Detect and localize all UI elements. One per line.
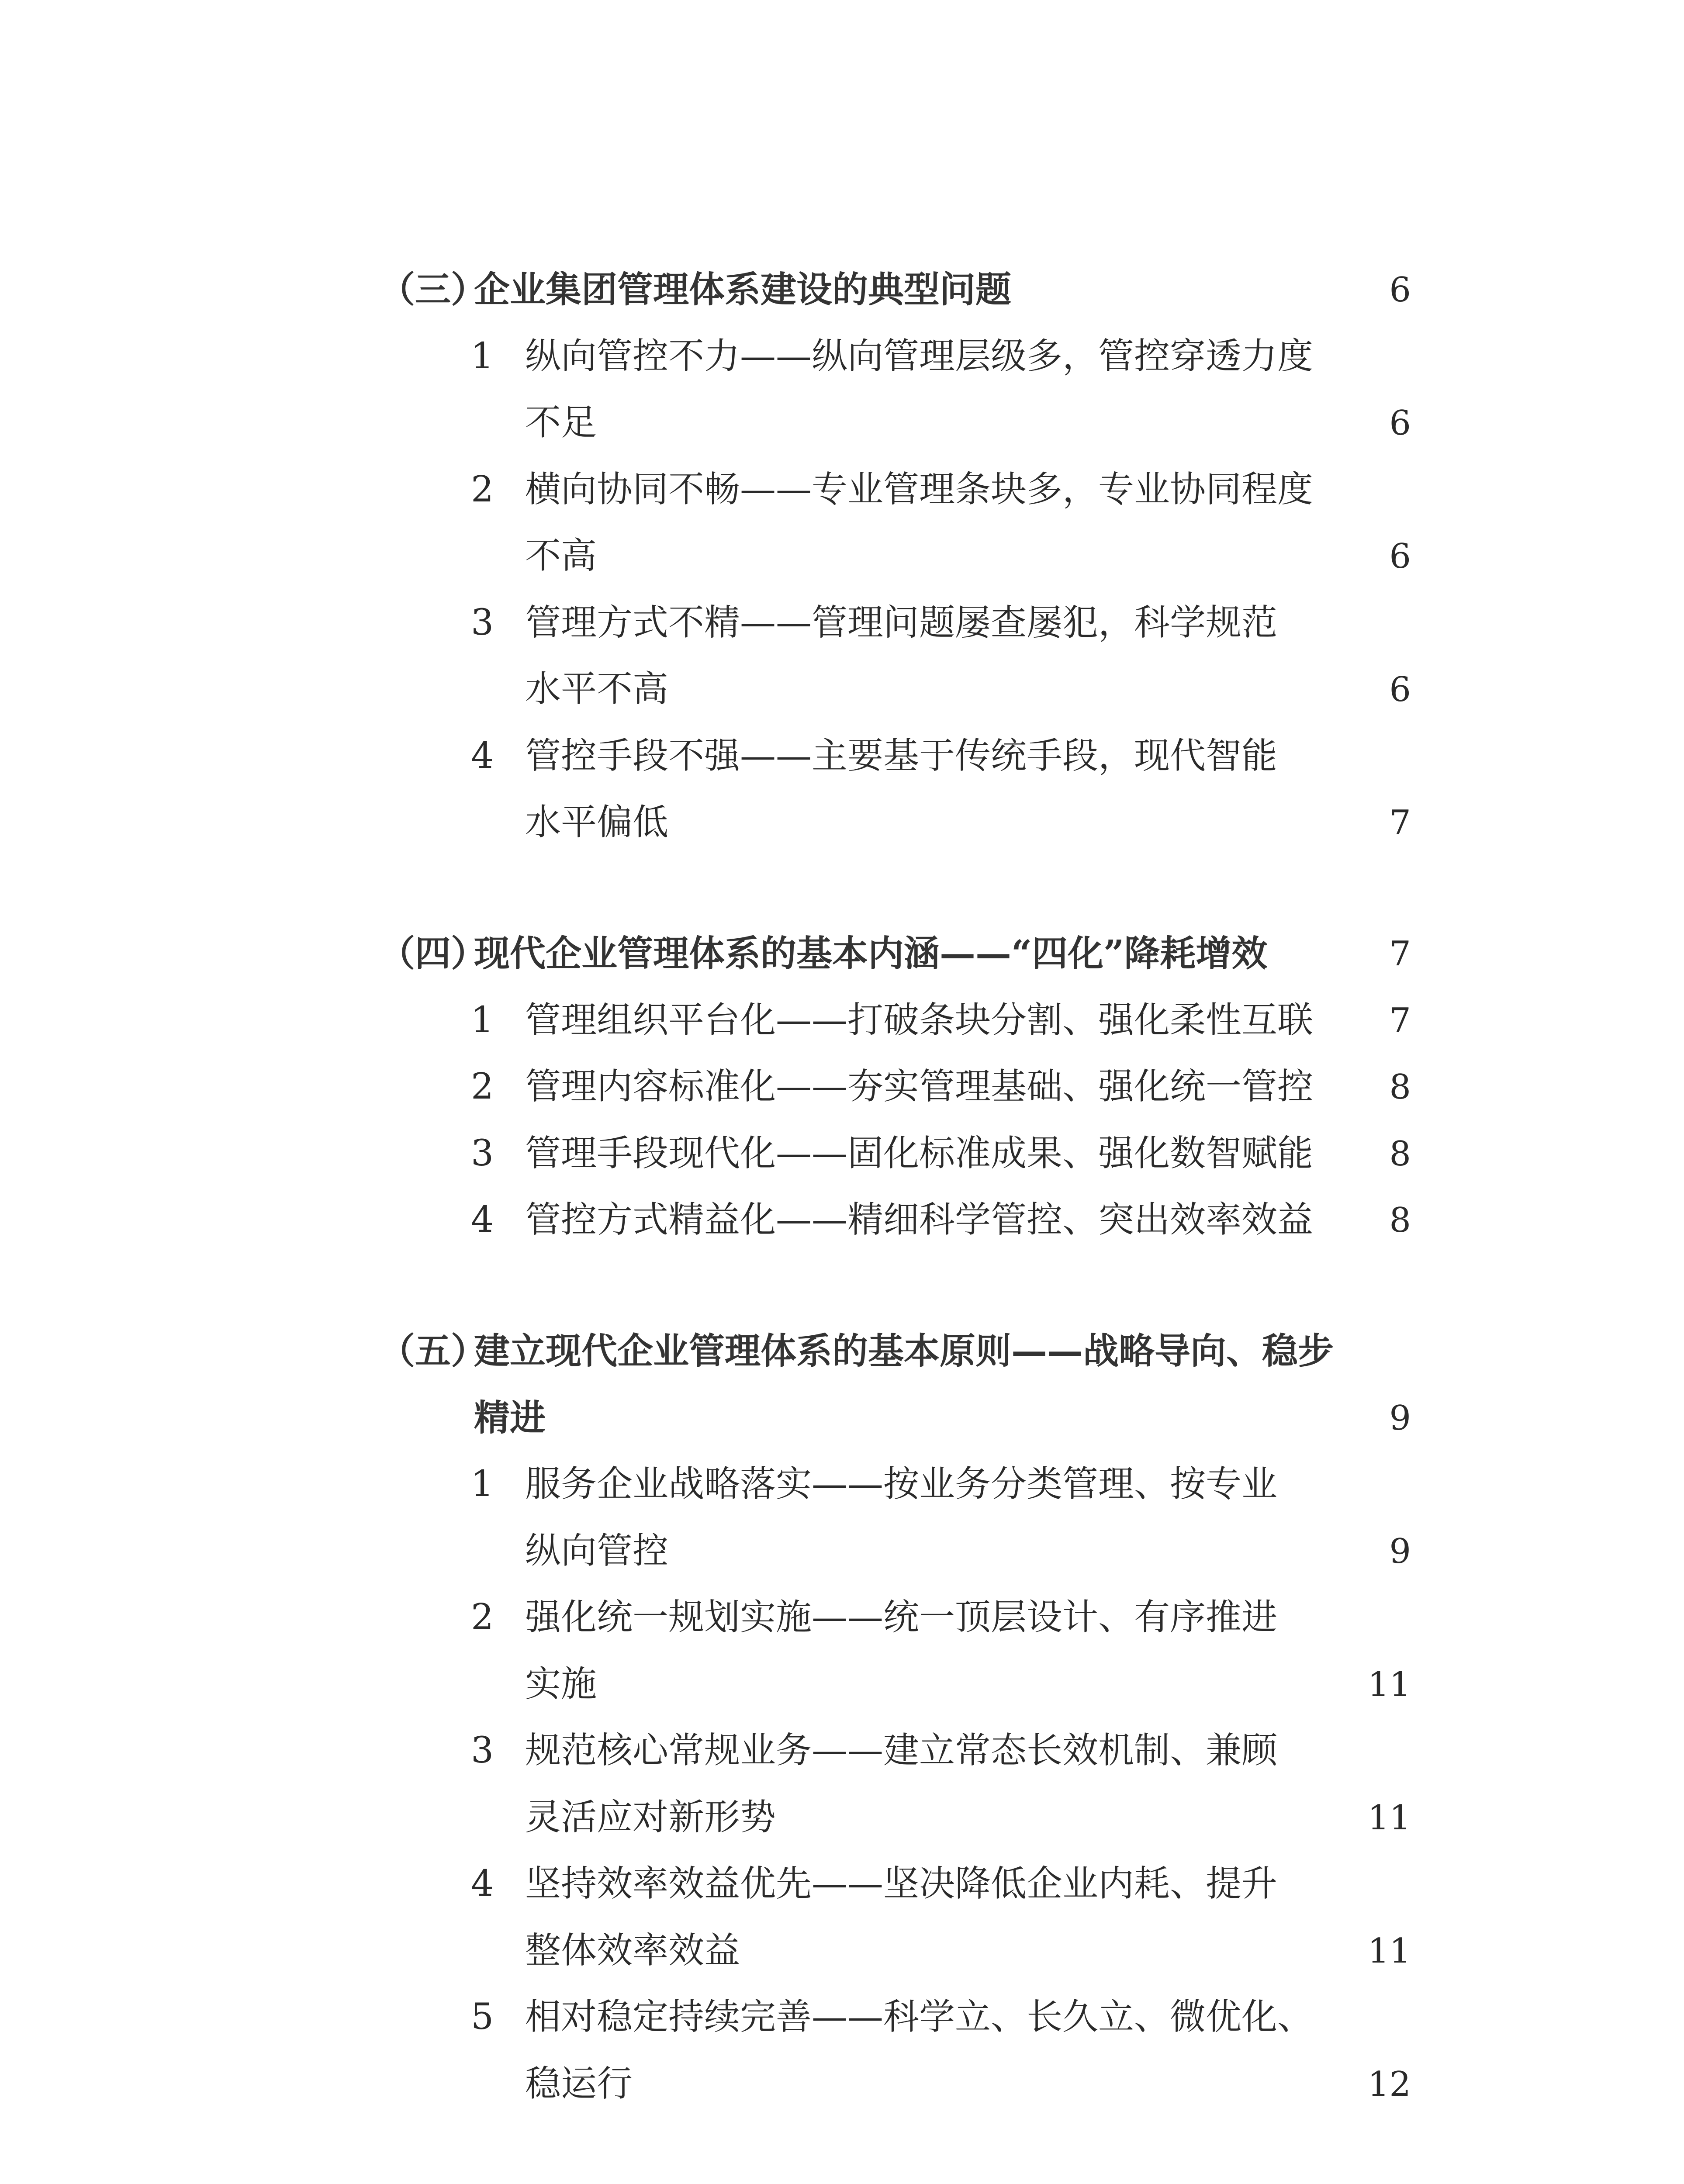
toc-entry-text: 强化统一规划实施——统一顶层设计、有序推进 <box>525 1597 1278 1638</box>
toc-entry-text: 管理方式不精——管理问题屡查屡犯，科学规范 <box>525 602 1278 643</box>
page-number: 9 <box>1389 1399 1411 1438</box>
section-title: 现代企业管理体系的基本内涵——“四化”降耗增效 <box>474 933 1268 975</box>
page-number: 6 <box>1389 270 1411 310</box>
section-title: 企业集团管理体系建设的典型问题 <box>474 269 1012 311</box>
page-number: 6 <box>1389 537 1411 576</box>
toc-entry-text: 水平偏低 <box>525 802 669 843</box>
section-label: （四） <box>379 933 487 975</box>
toc-entry-text: 管控手段不强——主要基于传统手段，现代智能 <box>525 735 1278 777</box>
page-number: 6 <box>1389 404 1411 443</box>
item-number: 4 <box>471 1863 494 1904</box>
section-title: 建立现代企业管理体系的基本原则——战略导向、稳步 <box>474 1330 1334 1372</box>
item-number: 3 <box>471 1730 494 1771</box>
toc-entry-text: 管理内容标准化——夯实管理基础、强化统一管控 <box>525 1066 1314 1107</box>
toc-entry-text: 水平不高 <box>525 668 669 710</box>
toc-entry-text: 管理手段现代化——固化标准成果、强化数智赋能 <box>525 1133 1314 1174</box>
section-title: 精进 <box>474 1397 546 1439</box>
page-number: 11 <box>1367 1932 1411 1971</box>
toc-entry-text: 坚持效率效益优先——坚决降低企业内耗、提升 <box>525 1863 1278 1904</box>
toc-entry-text: 管控方式精益化——精细科学管控、突出效率效益 <box>525 1199 1314 1241</box>
item-number: 1 <box>471 1463 494 1505</box>
toc-entry-text: 实施 <box>525 1663 597 1705</box>
page-number: 9 <box>1389 1532 1411 1571</box>
item-number: 1 <box>471 335 494 377</box>
toc-entry-text: 管理组织平台化——打破条块分割、强化柔性互联 <box>525 999 1314 1041</box>
page-number: 8 <box>1389 1134 1411 1174</box>
toc-entry-text: 规范核心常规业务——建立常态长效机制、兼顾 <box>525 1730 1278 1771</box>
page-number: 11 <box>1367 1665 1411 1704</box>
item-number: 2 <box>471 1597 494 1638</box>
page-number: 6 <box>1389 670 1411 709</box>
page-number: 11 <box>1367 1798 1411 1838</box>
toc-entry-text: 服务企业战略落实——按业务分类管理、按专业 <box>525 1463 1278 1505</box>
toc-entry-text: 横向协同不畅——专业管理条块多，专业协同程度 <box>525 469 1314 510</box>
toc-entry-text: 不足 <box>525 402 597 443</box>
toc-entry-text: 纵向管控不力——纵向管理层级多，管控穿透力度 <box>525 335 1314 377</box>
item-number: 2 <box>471 469 494 510</box>
page-number: 8 <box>1389 1201 1411 1240</box>
item-number: 4 <box>471 735 494 777</box>
page-number: 8 <box>1389 1068 1411 1107</box>
toc-entry-text: 不高 <box>525 535 597 577</box>
item-number: 3 <box>471 1133 494 1174</box>
toc-entry-text: 灵活应对新形势 <box>525 1797 776 1838</box>
toc-entry-text: 稳运行 <box>525 2063 633 2105</box>
item-number: 2 <box>471 1066 494 1107</box>
item-number: 5 <box>471 1996 494 2038</box>
toc-entry-text: 纵向管控 <box>525 1530 669 1572</box>
section-label: （三） <box>379 269 487 311</box>
page-number: 7 <box>1389 934 1411 974</box>
section-label: （五） <box>379 1330 487 1372</box>
page-number: 7 <box>1389 803 1411 843</box>
page-number: 12 <box>1367 2065 1411 2104</box>
toc-entry-text: 整体效率效益 <box>525 1930 740 1971</box>
item-number: 1 <box>471 999 494 1041</box>
page-number: 7 <box>1389 1001 1411 1040</box>
item-number: 3 <box>471 602 494 643</box>
toc-entry-text: 相对稳定持续完善——科学立、长久立、微优化、 <box>525 1996 1314 2038</box>
item-number: 4 <box>471 1199 494 1241</box>
